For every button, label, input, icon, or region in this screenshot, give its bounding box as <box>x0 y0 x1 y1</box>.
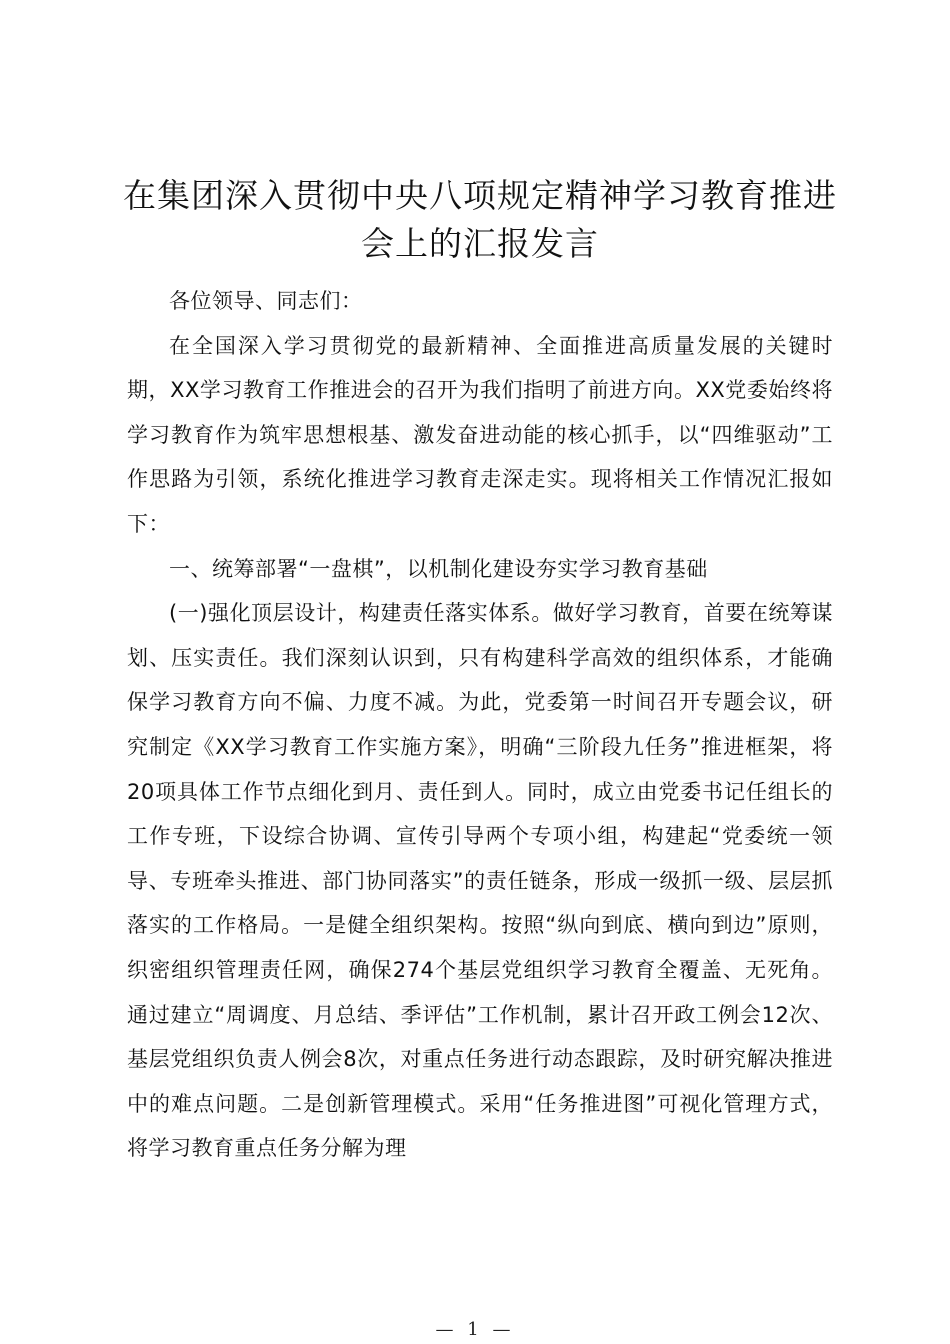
document-body <box>127 279 833 1171</box>
page-number: — 1 — <box>435 1319 515 1340</box>
salutation: 各位领导、同志们： <box>169 289 363 313</box>
paragraph-intro: 在全国深入学习贯彻党的最新精神、全面推进高质量发展的关键时期，XX学习教育工作推进会的召开为我们指明了前进方向。XX党委始终将学习教育作为筑牢思想根基、激发奋进动能的核心抓手，以“四维驱动”工作思路为引领，系统化推进学习教育走深走实。现将相关工作情况汇报如下： <box>127 333 833 536</box>
document-title: 在集团深入贯彻中央八项规定精神学习教育推进会上的汇报发言 <box>123 176 837 263</box>
section-heading-1: 一、统筹部署“一盘棋”，以机制化建设夯实学习教育基础 <box>169 556 708 581</box>
paragraph-section-1-1: (一)强化顶层设计，构建责任落实体系。做好学习教育，首要在统筹谋划、压实责任。我们深刻认识到，只有构建科学高效的组织体系，才能确保学习教育方向不偏、力度不减。为此，党委第一时间召开专题会议，研究制定《XX学习教育工作实施方案》，明确“三阶段九任务”推进框架，将20项具体工作节点细化到月、责任到人。同时，成立由党委书记任组长的工作专班，下设综合协调、宣传引导两个专项小组，构建起“党委统一领导、专班牵头推进、部门协同落实”的责任链条，形成一级抓一级、层层抓落实的工作格局。一是健全组织架构。按照“纵向到底、横向到边”原则，织密组织管理责任网，确保274个基层党组织学习教育全覆盖、无死角。通过建立“周调度、月总结、季评估”工作机制，累计召开政工例会12次、基层党组织负责人例会8次，对重点任务进行动态跟踪，及时研究解决推进中的难点问题。二是创新管理模式。采用“任务推进图”可视化管理方式，将学习教育重点任务分解为理 <box>127 601 833 1161</box>
